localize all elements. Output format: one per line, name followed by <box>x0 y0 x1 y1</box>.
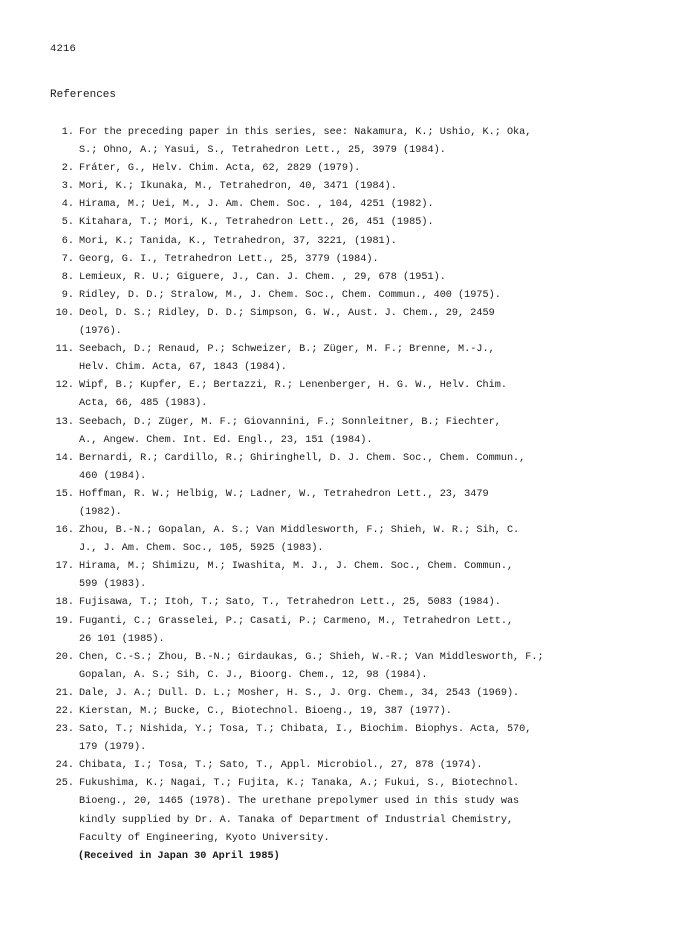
reference-item <box>52 196 637 214</box>
reference-line: Chen, C.-S.; Zhou, B.-N.; Girdaukas, G.; Shieh, W.-R.; Van Middlesworth, F.; <box>79 651 544 663</box>
reference-item <box>52 414 637 450</box>
reference-line: kindly supplied by Dr. A. Tanaka of Department of Industrial Chemistry, <box>79 814 514 826</box>
reference-number: 11. <box>55 344 74 356</box>
reference-line: Acta, 66, 485 (1983). <box>79 398 208 410</box>
reference-item <box>52 558 637 594</box>
reference-line: Fráter, G., Helv. Chim. Acta, 62, 2829 (1979). <box>79 163 361 175</box>
reference-line: For the preceding paper in this series, see: Nakamura, K.; Ushio, K.; Oka, <box>79 127 532 138</box>
reference-line: Chibata, I.; Tosa, T.; Sato, T., Appl. Microbiol., 27, 878 (1974). <box>79 760 483 772</box>
reference-line: Zhou, B.-N.; Gopalan, A. S.; Van Middlesworth, F.; Shieh, W. R.; Sih, C. <box>79 525 520 537</box>
reference-line: 599 (1983). <box>79 579 147 591</box>
reference-item <box>52 269 637 287</box>
reference-item <box>52 341 637 377</box>
reference-number: 15. <box>55 488 74 500</box>
reference-item <box>52 124 637 160</box>
reference-line: Fukushima, K.; Nagai, T.; Fujita, K.; Tanaka, A.; Fukui, S., Biotechnol. <box>79 778 520 790</box>
reference-line: (1982). <box>79 506 122 518</box>
page-number: 4216 <box>50 43 77 55</box>
reference-item <box>52 757 637 775</box>
reference-line: S.; Ohno, A.; Yasui, S., Tetrahedron Lett., 25, 3979 (1984). <box>79 145 446 157</box>
reference-number: 14. <box>55 452 74 464</box>
reference-line: Lemieux, R. U.; Giguere, J., Can. J. Chem. , 29, 678 (1951). <box>79 271 446 283</box>
reference-item <box>52 377 637 413</box>
reference-number: 13. <box>55 416 74 428</box>
reference-line: Wipf, B.; Kupfer, E.; Bertazzi, R.; Lenenberger, H. G. W., Helv. Chim. <box>79 380 507 392</box>
reference-number: 18. <box>55 597 74 609</box>
reference-number: 4. <box>61 199 74 211</box>
reference-number: 7. <box>61 253 74 265</box>
reference-item <box>52 522 637 558</box>
reference-item <box>52 594 637 612</box>
reference-item <box>52 160 637 178</box>
reference-number: 6. <box>61 235 74 247</box>
references-heading: References <box>50 89 117 101</box>
reference-number: 5. <box>61 217 74 229</box>
reference-line: (1976). <box>79 326 122 338</box>
reference-line: Mori, K.; Tanida, K., Tetrahedron, 37, 3221, (1981). <box>79 235 397 247</box>
reference-line: Dale, J. A.; Dull. D. L.; Mosher, H. S., J. Org. Chem., 34, 2543 (1969). <box>79 687 520 699</box>
reference-number: 2. <box>61 163 74 175</box>
reference-line: Helv. Chim. Acta, 67, 1843 (1984). <box>79 362 287 374</box>
reference-line: Hirama, M.; Uei, M., J. Am. Chem. Soc. , 104, 4251 (1982). <box>79 199 434 211</box>
reference-item <box>52 685 637 703</box>
reference-item <box>52 649 637 685</box>
reference-item <box>52 178 637 196</box>
reference-line: Fuganti, C.; Grasselei, P.; Casati, P.; Carmeno, M., Tetrahedron Lett., <box>79 615 514 627</box>
reference-number: 1. <box>61 127 74 138</box>
reference-line: Hoffman, R. W.; Helbig, W.; Ladner, W., Tetrahedron Lett., 23, 3479 <box>79 488 489 500</box>
reference-item <box>52 214 637 232</box>
reference-number: 19. <box>55 615 74 627</box>
reference-number: 17. <box>55 561 74 573</box>
reference-item <box>52 775 637 847</box>
reference-item <box>52 233 637 251</box>
reference-number: 12. <box>55 380 74 392</box>
reference-number: 20. <box>55 651 74 663</box>
reference-number: 24. <box>55 760 74 772</box>
reference-line: Gopalan, A. S.; Sih, C. J., Bioorg. Chem., 12, 98 (1984). <box>79 669 428 681</box>
reference-line: Ridley, D. D.; Stralow, M., J. Chem. Soc., Chem. Commun., 400 (1975). <box>79 289 501 301</box>
reference-number: 23. <box>55 724 74 736</box>
reference-number: 25. <box>55 778 74 790</box>
reference-line: 26 101 (1985). <box>79 633 165 645</box>
reference-number: 10. <box>55 307 74 319</box>
reference-line: A., Angew. Chem. Int. Ed. Engl., 23, 151 (1984). <box>79 434 373 446</box>
reference-line: 179 (1979). <box>79 742 147 754</box>
reference-number: 3. <box>61 181 74 193</box>
reference-number: 8. <box>61 271 74 283</box>
reference-number: 16. <box>55 525 74 537</box>
reference-number: 9. <box>61 289 74 301</box>
reference-line: Hirama, M.; Shimizu, M.; Iwashita, M. J., J. Chem. Soc., Chem. Commun., <box>79 561 514 573</box>
reference-line: Deol, D. S.; Ridley, D. D.; Simpson, G. W., Aust. J. Chem., 29, 2459 <box>79 307 495 319</box>
reference-line: Seebach, D.; Renaud, P.; Schweizer, B.; Züger, M. F.; Brenne, M.-J., <box>79 344 495 356</box>
reference-item <box>52 613 637 649</box>
reference-item <box>52 287 637 305</box>
reference-line: Mori, K.; Ikunaka, M., Tetrahedron, 40, 3471 (1984). <box>79 181 397 193</box>
reference-line: 460 (1984). <box>79 470 147 482</box>
reference-item <box>52 450 637 486</box>
reference-line: Fujisawa, T.; Itoh, T.; Sato, T., Tetrahedron Lett., 25, 5083 (1984). <box>79 597 501 609</box>
reference-line: Seebach, D.; Züger, M. F.; Giovannini, F.; Sonnleitner, B.; Fiechter, <box>79 416 501 428</box>
reference-item <box>52 703 637 721</box>
reference-line: Faculty of Engineering, Kyoto University. <box>79 832 330 844</box>
reference-item <box>52 305 637 341</box>
reference-line: Bioeng., 20, 1465 (1978). The urethane prepolymer used in this study was <box>79 796 520 808</box>
received-note: (Received in Japan 30 April 1985) <box>78 851 280 862</box>
reference-line: Georg, G. I., Tetrahedron Lett., 25, 3779 (1984). <box>79 253 379 265</box>
reference-list <box>52 124 637 848</box>
reference-line: Kitahara, T.; Mori, K., Tetrahedron Lett., 26, 451 (1985). <box>79 217 434 229</box>
reference-line: Kierstan, M.; Bucke, C., Biotechnol. Bioeng., 19, 387 (1977). <box>79 706 452 717</box>
reference-line: Bernardi, R.; Cardillo, R.; Ghiringhell, D. J. Chem. Soc., Chem. Commun., <box>79 452 526 464</box>
reference-item <box>52 721 637 757</box>
reference-line: J., J. Am. Chem. Soc., 105, 5925 (1983). <box>79 543 324 555</box>
reference-item <box>52 486 637 522</box>
reference-line: Sato, T.; Nishida, Y.; Tosa, T.; Chibata, I., Biochim. Biophys. Acta, 570, <box>79 724 532 736</box>
reference-number: 22. <box>55 706 74 717</box>
reference-item <box>52 251 637 269</box>
reference-number: 21. <box>55 687 74 699</box>
